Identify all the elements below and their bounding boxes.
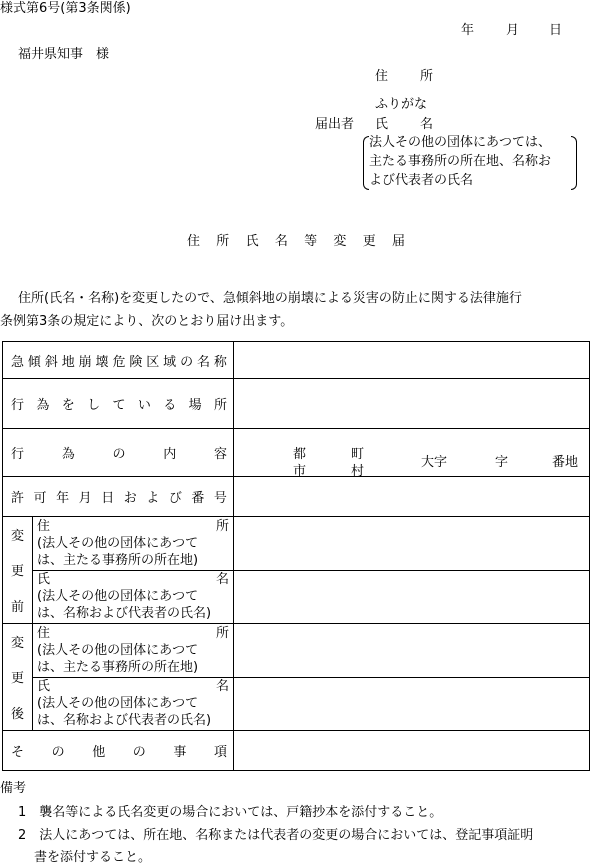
- note-item-1: 1 襲名等による氏名変更の場合においては、戸籍抄本を添付すること。: [18, 805, 443, 820]
- date-month-label: 月: [506, 23, 520, 38]
- location-value[interactable]: [234, 379, 590, 479]
- activity-label: 行 為 の 内 容: [11, 447, 228, 462]
- before-name-value[interactable]: [234, 570, 590, 624]
- form-id: 様式第6号(第3条関係): [0, 1, 131, 16]
- location-shi: 市: [293, 463, 307, 479]
- change-form-table: [2, 341, 590, 771]
- row-before-address: [3, 517, 590, 571]
- applicant-name-label-1: 氏: [375, 117, 389, 132]
- intro-line-1: 住所(氏名・名称)を変更したので、急傾斜地の崩壊による災害の防止に関する法律施行: [18, 291, 522, 306]
- activity-value[interactable]: [234, 429, 590, 477]
- row-permit: [3, 477, 590, 517]
- after-name-label: 氏 名 (法人その他の団体にあつて は、名称および代表者の氏名): [33, 677, 234, 731]
- date-day-label: 日: [549, 23, 563, 38]
- right-bracket: [571, 136, 577, 190]
- area-name-value[interactable]: [234, 342, 590, 379]
- before-change-label: 変 更 前: [3, 517, 33, 624]
- other-label: そ の 他 の 事 項: [11, 745, 227, 760]
- row-before-name: [3, 570, 590, 624]
- before-address-label: 住 所 (法人その他の団体にあつて は、主たる事務所の所在地): [33, 517, 234, 571]
- permit-value[interactable]: [234, 477, 590, 517]
- row-location: [3, 379, 590, 429]
- bracket-note-line-3: よび代表者の氏名: [369, 173, 474, 188]
- applicant-role-label: 届出者: [315, 117, 355, 132]
- applicant-address-label-2: 所: [420, 69, 434, 84]
- applicant-name-label-2: 名: [420, 117, 434, 132]
- location-to: 都: [293, 446, 307, 462]
- row-after-name: [3, 677, 590, 731]
- other-value[interactable]: [234, 731, 590, 771]
- permit-label: 許 可 年 月 日 お よ び 番 号: [11, 491, 227, 506]
- note-item-2-continued: 書を添付すること。: [34, 850, 152, 865]
- before-name-label: 氏 名 (法人その他の団体にあつて は、名称および代表者の氏名): [33, 570, 234, 624]
- after-change-label: 変 更 後: [3, 624, 33, 731]
- location-banchi: 番地: [552, 454, 579, 470]
- area-name-label: 急 傾 斜 地 崩 壊 危 険 区 域 の 名 称: [11, 354, 227, 370]
- date-year-label: 年: [461, 23, 475, 38]
- after-name-value[interactable]: [234, 677, 590, 731]
- location-mura: 村: [351, 463, 365, 479]
- before-address-value[interactable]: [234, 517, 590, 571]
- document-title: 住 所 氏 名 等 変 更 届: [187, 234, 405, 249]
- location-label: 行 為 を し て い る 場 所: [11, 398, 228, 413]
- addressee: 福井県知事 様: [18, 47, 110, 62]
- bracket-note-line-2: 主たる事務所の所在地、名称お: [369, 154, 552, 169]
- note-item-2: 2 法人にあつては、所在地、名称または代表者の変更の場合においては、登記事項証明: [18, 828, 534, 843]
- location-oaza: 大字: [421, 454, 448, 470]
- location-aza: 字: [495, 454, 509, 470]
- after-address-label: 住 所 (法人その他の団体にあつて は、主たる事務所の所在地): [33, 624, 234, 678]
- bracket-note-line-1: 法人その他の団体にあつては、: [369, 135, 552, 150]
- row-other: [3, 731, 590, 771]
- after-address-value[interactable]: [234, 624, 590, 678]
- applicant-address-label-1: 住: [375, 69, 389, 84]
- row-area-name: [3, 342, 590, 379]
- intro-line-2: 条例第3条の規定により、次のとおり届け出ます。: [0, 314, 294, 329]
- row-after-address: [3, 624, 590, 678]
- location-machi: 町: [351, 446, 365, 462]
- notes-heading: 備考: [0, 781, 27, 796]
- furigana-label: ふりがな: [375, 97, 428, 112]
